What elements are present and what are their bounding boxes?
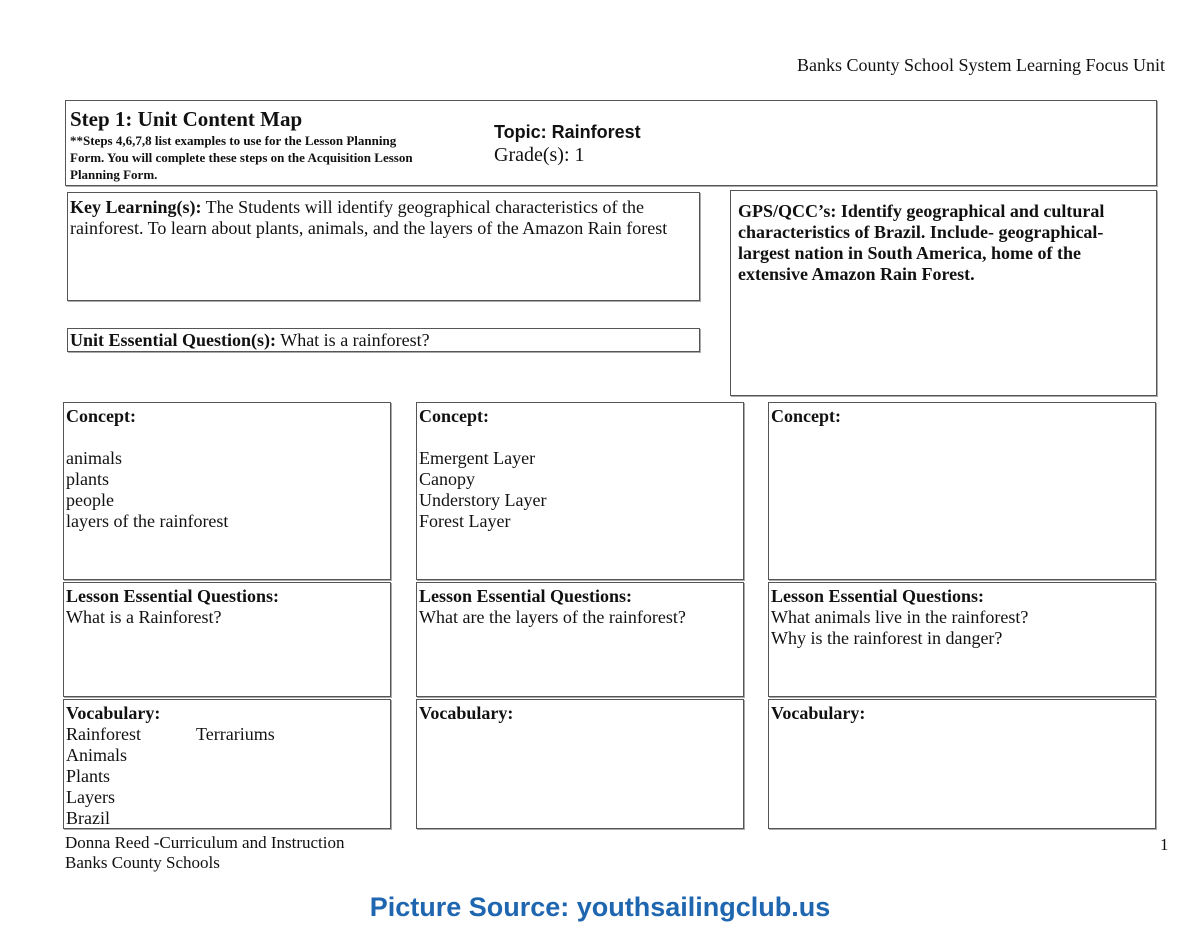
lesson-question: What is a Rainforest? bbox=[66, 607, 222, 627]
unit-question-text bbox=[70, 330, 430, 351]
concept-item: Understory Layer bbox=[419, 490, 547, 510]
lesson-question: What are the layers of the rainforest? bbox=[419, 607, 686, 627]
gps-line: largest nation in South America, home of the bbox=[738, 243, 1081, 263]
topic-label: Topic: Rainforest bbox=[494, 122, 641, 142]
vocabulary-label: Vocabulary: bbox=[771, 703, 866, 723]
concept-label: Concept: bbox=[66, 406, 136, 426]
lesson-questions-box-1 bbox=[63, 582, 391, 697]
unit-question-value: What is a rainforest? bbox=[280, 330, 430, 350]
footer-author bbox=[65, 833, 345, 873]
lesson-questions-label: Lesson Essential Questions: bbox=[66, 586, 280, 606]
concept-label: Concept: bbox=[771, 406, 841, 426]
concept-item: plants bbox=[66, 469, 109, 489]
concept-box-2 bbox=[416, 402, 744, 580]
vocabulary-item: Layers bbox=[66, 787, 115, 807]
document-header: Banks County School System Learning Focus Unit bbox=[797, 55, 1165, 75]
concept-box-1 bbox=[63, 402, 391, 580]
concept-box-3 bbox=[768, 402, 1156, 580]
gps-line: GPS/QCC’s: Identify geographical and cultural bbox=[738, 201, 1105, 221]
vocabulary-box-2 bbox=[416, 699, 744, 829]
step-title: Step 1: Unit Content Map bbox=[70, 107, 303, 131]
footer-line: Banks County Schools bbox=[65, 853, 220, 872]
vocabulary-label: Vocabulary: bbox=[419, 703, 514, 723]
unit-question-box bbox=[67, 328, 700, 352]
concept-item: animals bbox=[66, 448, 122, 468]
concept-item: Forest Layer bbox=[419, 511, 511, 531]
concept-item: layers of the rainforest bbox=[66, 511, 229, 531]
vocabulary-item: Animals bbox=[66, 745, 127, 765]
key-learning-text bbox=[70, 197, 667, 239]
picture-source-watermark: Picture Source: youthsailingclub.us bbox=[369, 892, 831, 922]
gps-box bbox=[730, 190, 1157, 396]
key-learning-label: Key Learning(s): bbox=[70, 197, 202, 217]
step-note-line: Form. You will complete these steps on the Acquisition Lesson bbox=[70, 150, 413, 165]
lesson-question: What animals live in the rainforest? bbox=[771, 607, 1029, 627]
unit-question-label: Unit Essential Question(s): bbox=[70, 330, 277, 350]
vocabulary-item: Brazil bbox=[66, 808, 110, 828]
concept-label: Concept: bbox=[419, 406, 489, 426]
key-learning-line: rainforest. To learn about plants, animals, and the layers of the Amazon Rain forest bbox=[70, 218, 668, 238]
lesson-questions-box-2 bbox=[416, 582, 744, 697]
step-note-line: **Steps 4,6,7,8 list examples to use for the Lesson Planning bbox=[70, 133, 397, 148]
concept-item: people bbox=[66, 490, 114, 510]
vocabulary-item: Plants bbox=[66, 766, 111, 786]
grade-label: Grade(s): 1 bbox=[494, 144, 585, 166]
step-box bbox=[65, 100, 1157, 186]
gps-line: extensive Amazon Rain Forest. bbox=[738, 264, 975, 284]
vocabulary-label: Vocabulary: bbox=[66, 703, 161, 723]
step-note-line: Planning Form. bbox=[70, 167, 158, 182]
step-note bbox=[70, 132, 413, 183]
key-learning-line: The Students will identify geographical characteristics of the bbox=[205, 197, 645, 217]
vocabulary-box-1 bbox=[63, 699, 391, 829]
lesson-questions-box-3 bbox=[768, 582, 1156, 697]
concept-item: Canopy bbox=[419, 469, 475, 489]
footer-line: Donna Reed -Curriculum and Instruction bbox=[65, 833, 345, 852]
lesson-questions-label: Lesson Essential Questions: bbox=[419, 586, 633, 606]
vocabulary-item: Rainforest bbox=[66, 724, 141, 744]
lesson-question: Why is the rainforest in danger? bbox=[771, 628, 1003, 648]
gps-line: characteristics of Brazil. Include- geographical- bbox=[738, 222, 1104, 242]
vocabulary-item: Terrariums bbox=[196, 724, 275, 744]
vocabulary-box-3 bbox=[768, 699, 1156, 829]
lesson-questions-label: Lesson Essential Questions: bbox=[771, 586, 985, 606]
gps-text bbox=[738, 201, 1104, 285]
page-number: 1 bbox=[1160, 835, 1169, 854]
concept-item: Emergent Layer bbox=[419, 448, 536, 468]
key-learning-box bbox=[67, 192, 700, 301]
